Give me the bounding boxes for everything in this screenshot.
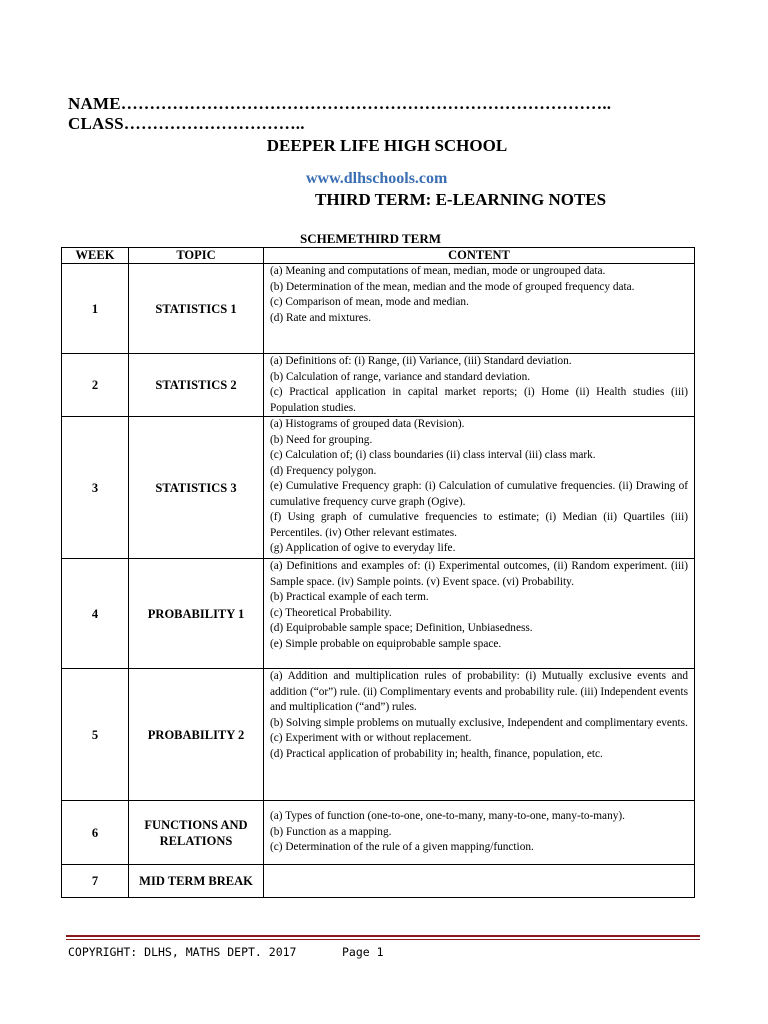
table-row (62, 669, 695, 801)
topic-cell: PROBABILITY 2 (129, 669, 264, 801)
column-header-content: CONTENT (264, 248, 695, 264)
content-item: (b) Practical example of each term. (270, 591, 429, 603)
week-cell: 4 (62, 559, 129, 669)
content-item: (c) Experiment with or without replacement. (270, 732, 472, 744)
content-item: (e) Cumulative Frequency graph: (i) Calculation of cumulative frequencies. (ii) Drawing of cumulative frequency curve graph (Ogive). (270, 480, 688, 508)
table-row (62, 865, 695, 898)
table-header-row (62, 248, 695, 264)
content-item: (c) Calculation of; (i) class boundaries (ii) class interval (iii) class mark. (270, 449, 596, 461)
table-row (62, 417, 695, 559)
content-item: (c) Determination of the rule of a given mapping/function. (270, 841, 534, 854)
column-header-week: WEEK (62, 248, 129, 264)
name-field-line: NAME………………………………………………………………………….. (68, 94, 612, 113)
column-header-topic: TOPIC (129, 248, 264, 264)
school-name: DEEPER LIFE HIGH SCHOOL (266, 136, 508, 155)
content-item: (d) Equiprobable sample space; Definition, Unbiasedness. (270, 622, 533, 634)
content-item: (a) Definitions of: (i) Range, (ii) Variance, (iii) Standard deviation. (270, 355, 572, 367)
scheme-table (61, 247, 695, 898)
content-item: (b) Need for grouping. (270, 433, 373, 446)
website-link[interactable]: www.dlhschools.com (306, 170, 448, 187)
footer-divider-thin (66, 939, 700, 940)
content-item: (d) Frequency polygon. (270, 464, 377, 477)
content-item: (a) Types of function (one-to-one, one-to-many, many-to-one, many-to-many). (270, 810, 625, 823)
content-item: (a) Meaning and computations of mean, median, mode or ungrouped data. (270, 265, 606, 277)
content-cell (264, 865, 695, 898)
topic-cell: MID TERM BREAK (129, 865, 264, 898)
content-item: (b) Function as a mapping. (270, 825, 392, 838)
content-cell (264, 264, 695, 354)
content-item: (b) Determination of the mean, median and the mode of grouped frequency data. (270, 280, 635, 293)
footer-page-number: Page 1 (342, 945, 384, 959)
topic-cell: STATISTICS 2 (129, 354, 264, 417)
week-cell: 3 (62, 417, 129, 559)
content-item: (c) Theoretical Probability. (270, 606, 392, 619)
topic-cell: PROBABILITY 1 (129, 559, 264, 669)
content-item: (c) Practical application in capital market reports; (i) Home (ii) Health studies (iii) Population studies. (270, 386, 688, 414)
class-field-line: CLASS………………………….. (68, 114, 305, 133)
content-item: (g) Application of ogive to everyday life. (270, 542, 456, 554)
content-cell (264, 669, 695, 801)
term-title: THIRD TERM: E-LEARNING NOTES (315, 190, 607, 209)
school-name-heading (0, 136, 768, 156)
content-item: (a) Addition and multiplication rules of probability: (i) Mutually exclusive events and addition (“or”) rule. (ii) Complimentary events and probability rule. (iii) Independent events and multiplication (“and”) rules. (270, 670, 688, 713)
footer-divider (66, 935, 700, 937)
footer-copyright: COPYRIGHT: DLHS, MATHS DEPT. 2017 (68, 945, 297, 959)
content-item: (a) Histograms of grouped data (Revision). (270, 418, 465, 430)
table-row (62, 354, 695, 417)
table-row (62, 264, 695, 354)
week-cell: 2 (62, 354, 129, 417)
content-item: (f) Using graph of cumulative frequencies to estimate; (i) Median (ii) Quartiles (iii) Percentiles. (iv) Other relevant estimates. (270, 511, 688, 539)
scheme-title: SCHEMETHIRD TERM (300, 231, 441, 246)
content-item: (d) Rate and mixtures. (270, 311, 372, 324)
week-cell: 6 (62, 801, 129, 865)
content-item: (c) Comparison of mean, mode and median. (270, 296, 469, 308)
content-item: (b) Solving simple problems on mutually exclusive, Independent and complimentary events. (270, 716, 688, 729)
content-item: (d) Practical application of probability in; health, finance, population, etc. (270, 747, 603, 760)
content-item: (e) Simple probable on equiprobable sample space. (270, 637, 502, 650)
week-cell: 7 (62, 865, 129, 898)
content-cell (264, 417, 695, 559)
topic-cell: STATISTICS 3 (129, 417, 264, 559)
topic-cell: STATISTICS 1 (129, 264, 264, 354)
content-cell (264, 354, 695, 417)
content-item: (a) Definitions and examples of: (i) Experimental outcomes, (ii) Random experiment. (iii) Sample space. (iv) Sample points. (v) Event space. (vi) Probability. (270, 560, 688, 588)
table-row (62, 559, 695, 669)
table-row (62, 801, 695, 865)
week-cell: 5 (62, 669, 129, 801)
week-cell: 1 (62, 264, 129, 354)
content-item: (b) Calculation of range, variance and standard deviation. (270, 370, 531, 383)
content-cell (264, 801, 695, 865)
topic-cell: FUNCTIONS AND RELATIONS (129, 801, 264, 865)
content-cell (264, 559, 695, 669)
